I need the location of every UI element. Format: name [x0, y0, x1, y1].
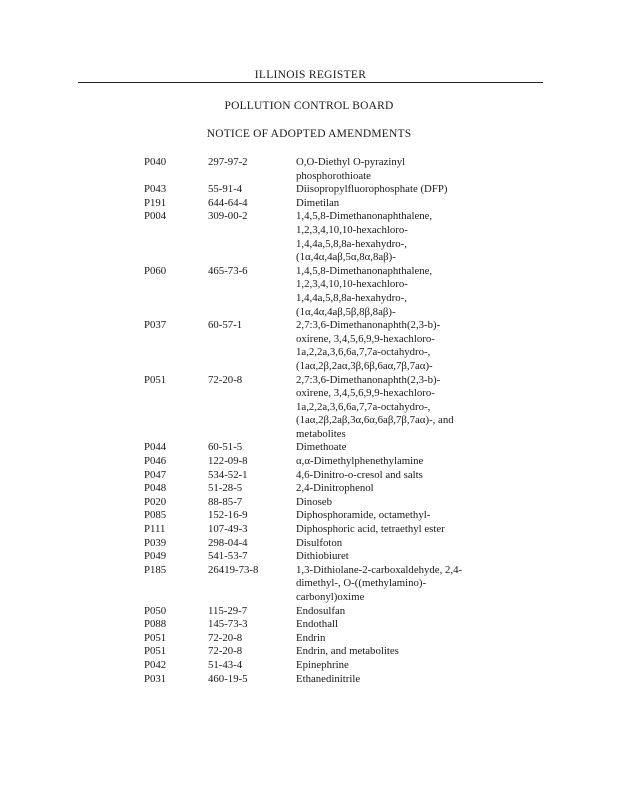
waste-code-cell: P046 [144, 455, 167, 468]
cas-number-cell: 115-29-7 [208, 604, 248, 617]
substance-name-cell: 1,3-Dithiolane-2-carboxaldehyde, 2,4- dimethyl-, O-((methylamino)- carbonyl)oxime [296, 563, 463, 603]
substance-name-cell: Endothall [296, 618, 338, 631]
table-row [144, 441, 494, 455]
cas-number-cell: 51-43-4 [208, 658, 243, 671]
waste-code-cell: P051 [144, 645, 167, 658]
waste-code-cell: P048 [144, 482, 167, 495]
substance-name-cell: Diphosphoric acid, tetraethyl ester [296, 523, 445, 536]
substance-name-cell: Dithiobiuret [296, 550, 349, 563]
cas-number-cell: 460-19-5 [208, 672, 248, 685]
table-row [144, 673, 494, 687]
cas-number-cell: 298-04-4 [208, 536, 248, 549]
cas-number-cell: 309-00-2 [208, 210, 248, 223]
register-header: ILLINOIS REGISTER [78, 68, 543, 83]
cas-number-cell: 72-20-8 [208, 373, 243, 386]
substance-name-cell: 2,7:3,6-Dimethanonaphth(2,3-b)- oxirene, 3,4,5,6,9,9-hexachloro- 1a,2,2a,3,6,6a,7,7a-octahydro-, (1aα,2β,2aα,3β,6β,6aα,7β,7aα)- [296, 319, 441, 372]
waste-code-cell: P050 [144, 604, 167, 617]
waste-code-cell: P085 [144, 509, 167, 522]
waste-code-cell: P088 [144, 618, 167, 631]
waste-code-cell: P060 [144, 264, 167, 277]
table-row [144, 156, 494, 183]
waste-code-cell: P051 [144, 631, 167, 644]
table-row [144, 605, 494, 619]
table-row [144, 618, 494, 632]
substance-name-cell: Dimetilan [296, 196, 340, 209]
table-row [144, 210, 494, 264]
substance-name-cell: Endrin [296, 631, 326, 644]
cas-number-cell: 107-49-3 [208, 523, 248, 536]
table-row [144, 632, 494, 646]
waste-code-cell: P185 [144, 563, 167, 576]
waste-code-cell: P042 [144, 658, 167, 671]
table-row [144, 482, 494, 496]
table-row [144, 197, 494, 211]
cas-number-cell: 72-20-8 [208, 645, 243, 658]
substance-name-cell: Epinephrine [296, 658, 349, 671]
substance-name-cell: α,α-Dimethylphenethylamine [296, 455, 424, 468]
substance-name-cell: Endosulfan [296, 604, 346, 617]
cas-number-cell: 72-20-8 [208, 631, 243, 644]
cas-number-cell: 26419-73-8 [208, 563, 259, 576]
table-row [144, 183, 494, 197]
substance-name-cell: Endrin, and metabolites [296, 645, 399, 658]
substance-name-cell: Diisopropylfluorophosphate (DFP) [296, 183, 448, 196]
waste-code-cell: P039 [144, 536, 167, 549]
waste-code-cell: P020 [144, 495, 167, 508]
notice-title: NOTICE OF ADOPTED AMENDMENTS [206, 128, 412, 140]
cas-number-cell: 465-73-6 [208, 264, 248, 277]
table-row [144, 645, 494, 659]
cas-number-cell: 644-64-4 [208, 196, 248, 209]
cas-number-cell: 60-57-1 [208, 319, 243, 332]
cas-number-cell: 88-85-7 [208, 495, 243, 508]
table-row [144, 564, 494, 605]
cas-number-cell: 541-53-7 [208, 550, 248, 563]
substance-name-cell: 4,6-Dinitro-o-cresol and salts [296, 468, 423, 481]
table-row [144, 469, 494, 483]
substance-name-cell: Diphosphoramide, octamethyl- [296, 509, 431, 522]
cas-number-cell: 297-97-2 [208, 156, 248, 168]
table-row [144, 496, 494, 510]
substance-name-cell: Ethanedinitrile [296, 672, 361, 685]
cas-number-cell: 152-16-9 [208, 509, 248, 522]
table-row [144, 509, 494, 523]
substance-name-cell: Disulfoton [296, 536, 343, 549]
cas-number-cell: 60-51-5 [208, 441, 243, 454]
waste-code-cell: P037 [144, 319, 167, 332]
waste-code-cell: P031 [144, 672, 167, 685]
waste-code-cell: P004 [144, 210, 167, 223]
cas-number-cell: 55-91-4 [208, 183, 243, 196]
table-row [144, 374, 494, 442]
table-row [144, 523, 494, 537]
table-row [144, 550, 494, 564]
waste-code-cell: P051 [144, 373, 167, 386]
table-row [144, 537, 494, 551]
table-row [144, 265, 494, 319]
table-row [144, 319, 494, 373]
waste-code-cell: P049 [144, 550, 167, 563]
board-title: POLLUTION CONTROL BOARD [224, 100, 394, 112]
waste-code-cell: P047 [144, 468, 167, 481]
table-row [144, 659, 494, 673]
waste-code-cell: P040 [144, 156, 167, 168]
cas-number-cell: 51-28-5 [208, 482, 243, 495]
substance-name-cell: Dinoseb [296, 495, 332, 508]
table-row [144, 455, 494, 469]
cas-number-cell: 145-73-3 [208, 618, 248, 631]
waste-code-cell: P044 [144, 441, 167, 454]
waste-code-cell: P043 [144, 183, 167, 196]
waste-code-cell: P191 [144, 196, 167, 209]
substance-name-cell: 2,7:3,6-Dimethanonaphth(2,3-b)- oxirene, 3,4,5,6,9,9-hexachloro- 1a,2,2a,3,6,6a,7,7a-octahydro-, (1aα,2β,2aβ,3α,6α,6aβ,7β,7aα)-, and metabolites [296, 373, 454, 440]
hazardous-waste-table [144, 156, 494, 686]
substance-name-cell: 1,4,5,8-Dimethanonaphthalene, 1,2,3,4,10,10-hexachloro- 1,4,4a,5,8,8a-hexahydro-, (1α,4α,4aβ,5β,8β,8aβ)- [296, 264, 433, 318]
substance-name-cell: Dimethoate [296, 441, 347, 454]
substance-name-cell: O,O-Diethyl O-pyrazinyl phosphorothioate [296, 156, 406, 182]
cas-number-cell: 122-09-8 [208, 455, 248, 468]
waste-code-cell: P111 [144, 523, 166, 536]
substance-name-cell: 1,4,5,8-Dimethanonaphthalene, 1,2,3,4,10,10-hexachloro- 1,4,4a,5,8,8a-hexahydro-, (1α,4α,4aβ,5α,8α,8aβ)- [296, 210, 433, 264]
substance-name-cell: 2,4-Dinitrophenol [296, 482, 374, 495]
cas-number-cell: 534-52-1 [208, 468, 248, 481]
